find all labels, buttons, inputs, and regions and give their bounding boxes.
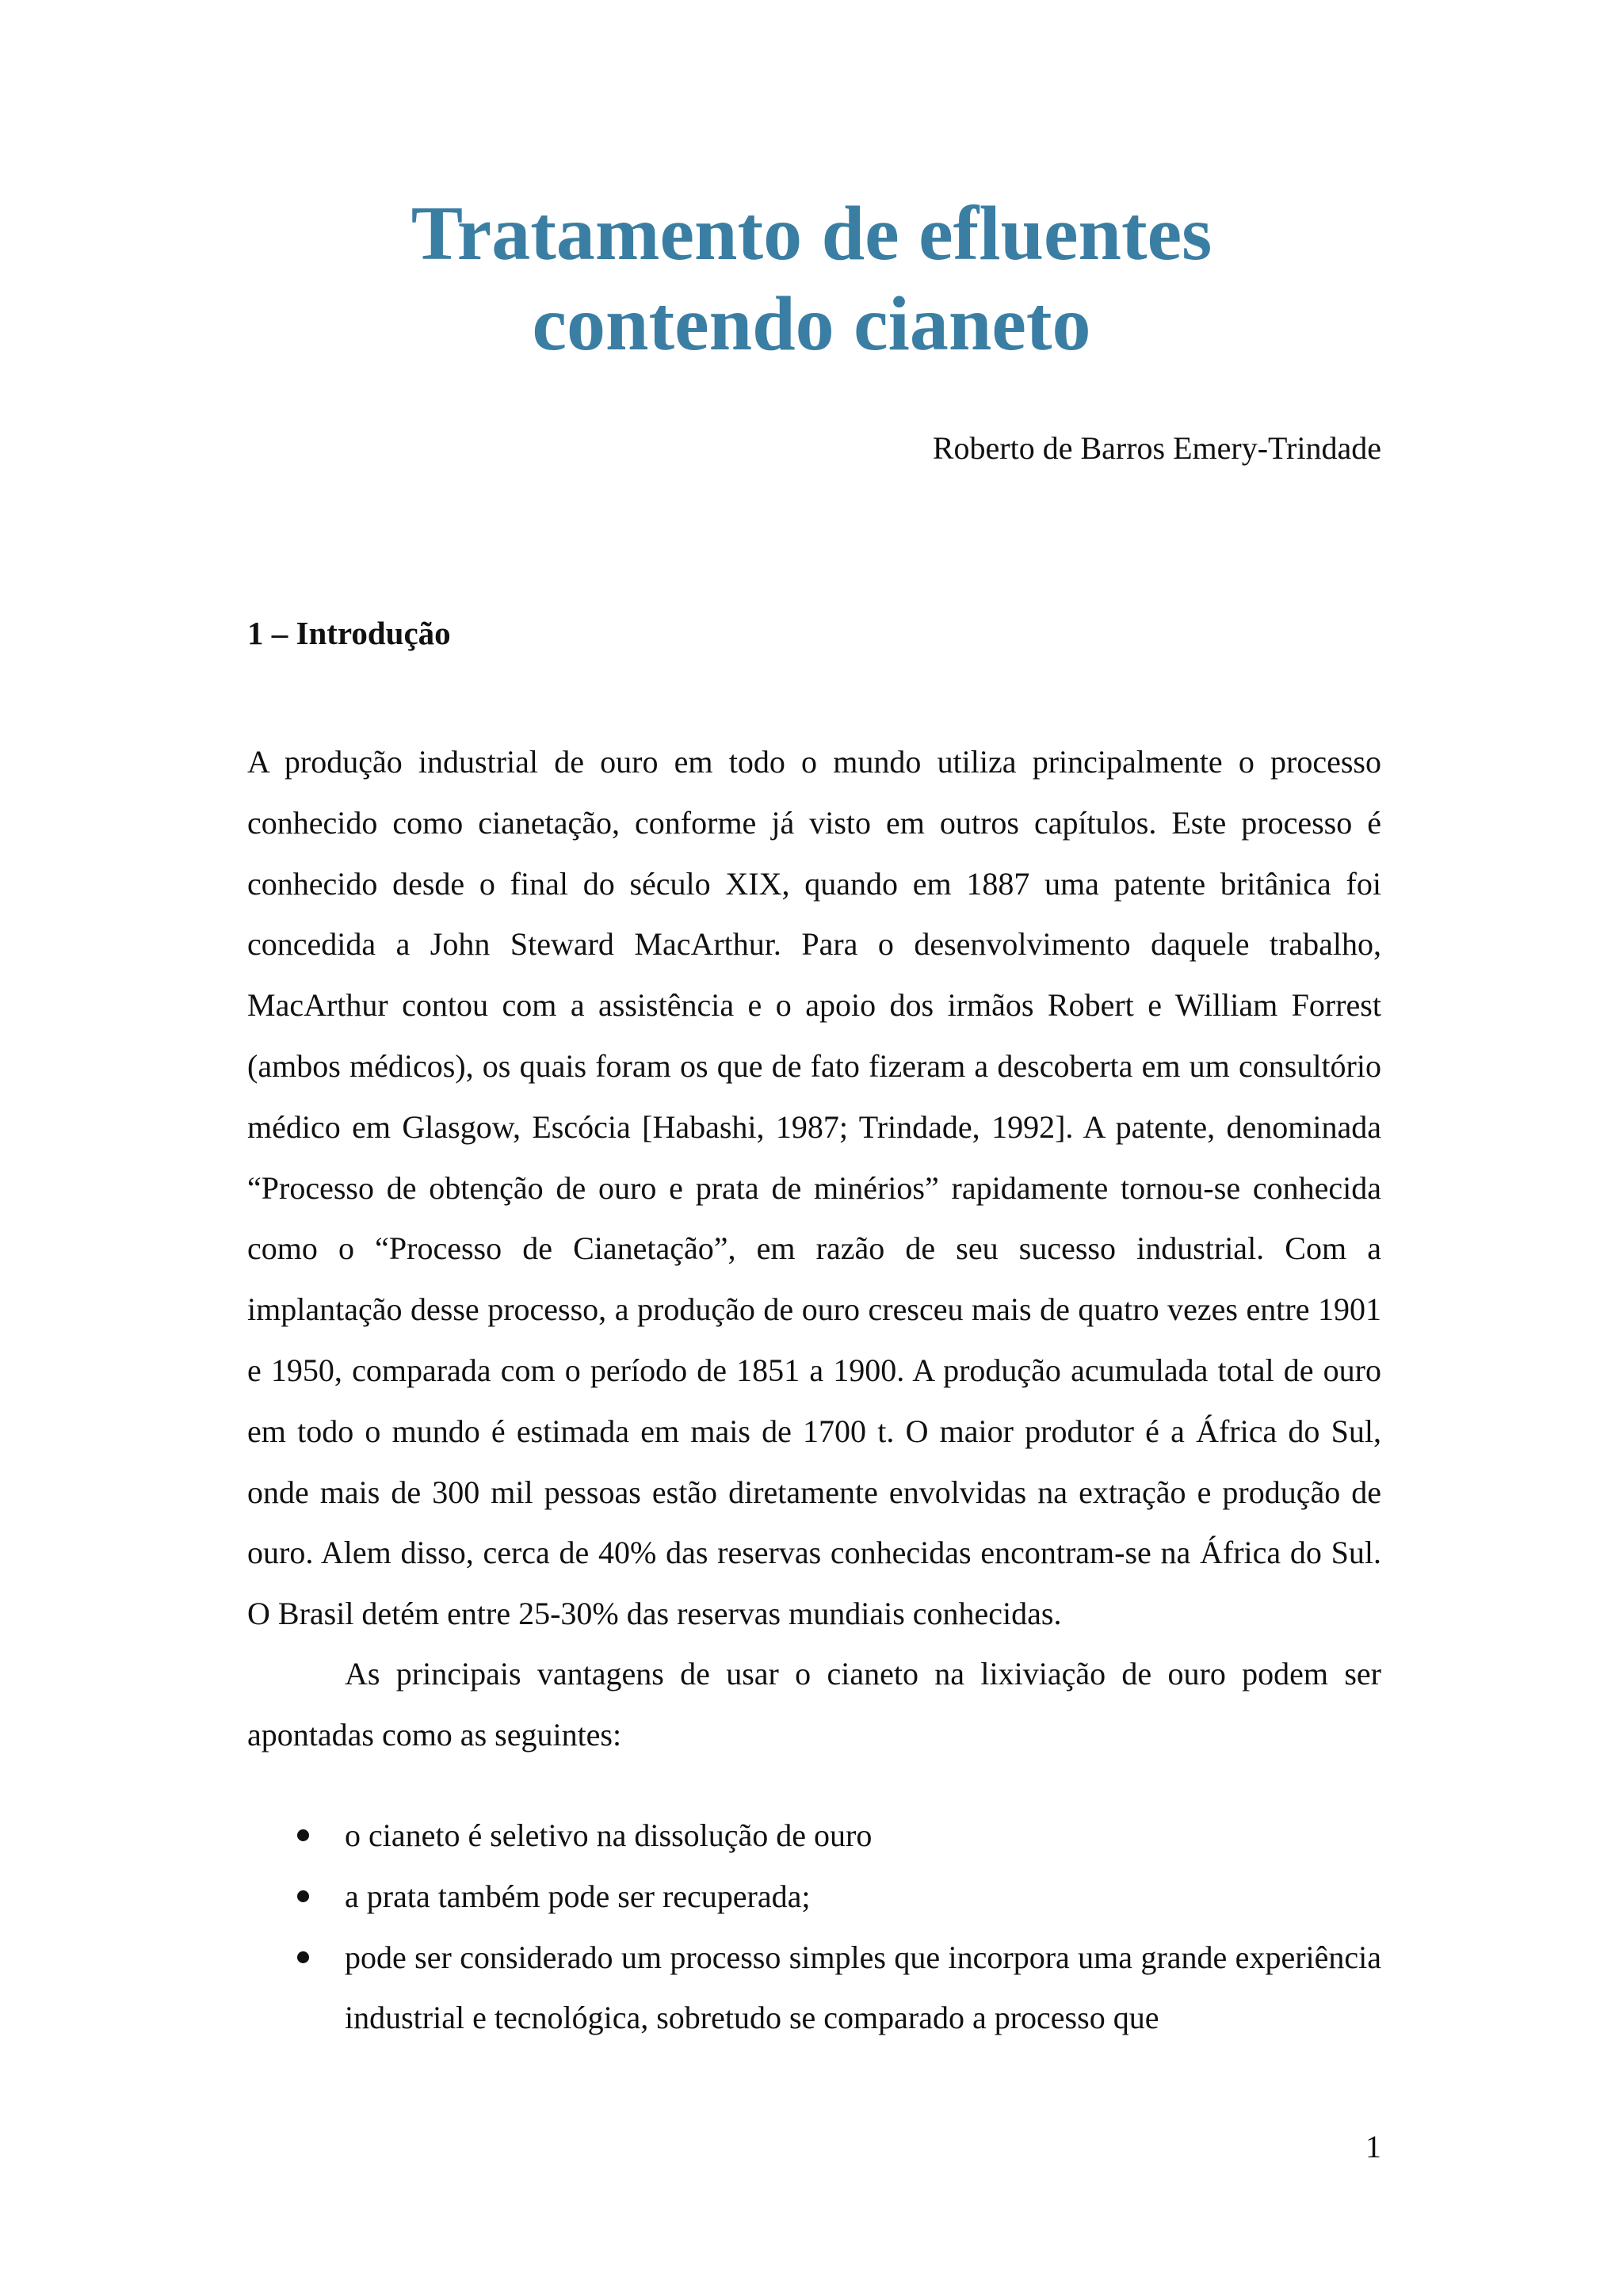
list-item: pode ser considerado um processo simples que incorpora uma grande experiência industrial e tecnológica, sobretudo se comparado a processo que	[247, 1928, 1381, 2050]
title-line-1: Tratamento de efluentes	[411, 191, 1212, 277]
author-name: Roberto de Barros Emery-Trindade	[932, 430, 1381, 466]
advantages-list	[247, 1806, 1381, 2049]
document-title	[0, 189, 1623, 369]
paragraph-advantages: As principais vantagens de usar o cianeto na lixiviação de ouro podem ser apontadas como as seguintes:	[247, 1656, 1381, 1753]
section-heading: 1 – Introdução	[247, 615, 451, 651]
list-item: a prata também pode ser recuperada;	[247, 1867, 1381, 1928]
title-line-2: contendo cianeto	[532, 281, 1091, 367]
page-number: 1	[1365, 2129, 1381, 2164]
paragraph-introduction: A produção industrial de ouro em todo o mundo utiliza principalmente o processo conhecido como cianetação, conforme já visto em outros capítulos. Este processo é conhecido desde o final do século XIX, quando em 1887 uma patente britânica foi concedida a John Steward MacArthur. Para o desenvolvimento daquele trabalho, MacArthur contou com a assistência e o apoio dos irmãos Robert e William Forrest (ambos médicos), os quais foram os que de fato fizeram a descoberta em um consultório médico em Glasgow, Escócia [Habashi, 1987; Trindade, 1992]. A patente, denominada “Processo de obtenção de ouro e prata de minérios” rapidamente tornou-se conhecida como o “Processo de Cianetação”, em razão de seu sucesso industrial. Com a implantação desse processo, a produção de ouro cresceu mais de quatro vezes entre 1901 e 1950, comparada com o período de 1851 a 1900. A produção acumulada total de ouro em todo o mundo é estimada em mais de 1700 t. O maior produtor é a África do Sul, onde mais de 300 mil pessoas estão diretamente envolvidas na extração e produção de ouro. Alem disso, cerca de 40% das reservas conhecidas encontram-se na África do Sul. O Brasil detém entre 25-30% das reservas mundiais conhecidas.	[247, 744, 1381, 1632]
list-item: o cianeto é seletivo na dissolução de ouro	[247, 1806, 1381, 1867]
